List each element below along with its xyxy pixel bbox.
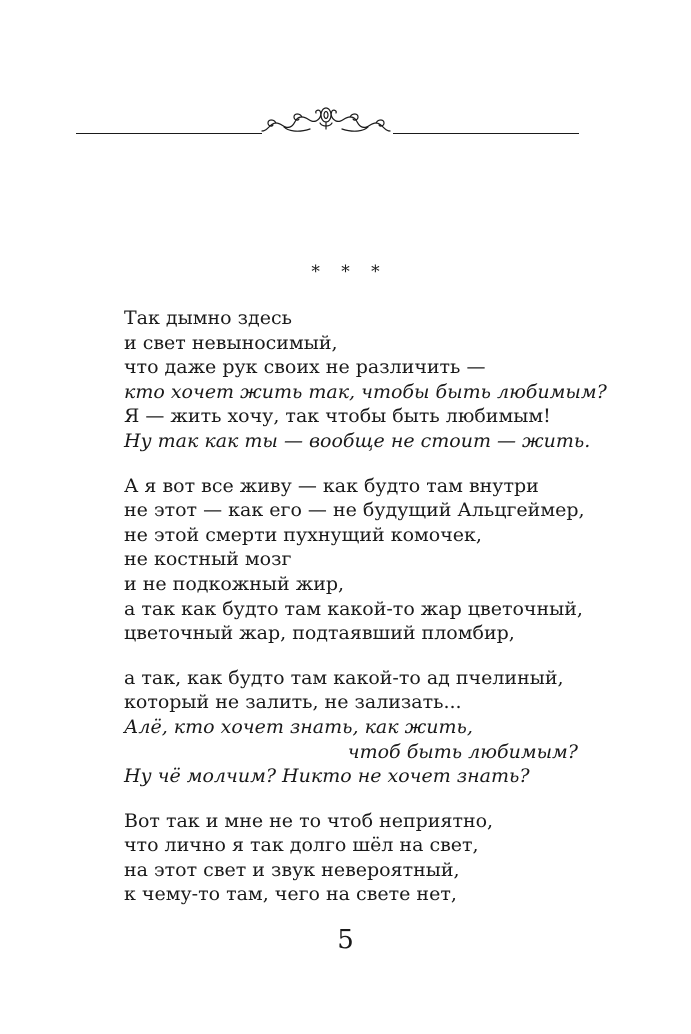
poem-line: а так как будто там какой-то жар цветочный, <box>124 597 583 620</box>
poem-line: Так дымно здесь <box>124 307 292 329</box>
poem-line: не костный мозг <box>124 548 292 571</box>
stanza <box>124 809 594 907</box>
poem-line: чтоб быть любимым? <box>347 740 578 763</box>
poem-line: кто хочет жить так, чтобы быть любимым? <box>124 380 607 403</box>
poem-line: Ну так как ты — вообще не стоит — жить. <box>124 429 591 452</box>
header-rule-left <box>76 133 262 134</box>
poem-line: к чему-то там, чего на свете нет, <box>124 883 457 906</box>
poem-line: что лично я так долго шёл на свет, <box>124 834 479 857</box>
stanza <box>124 474 594 646</box>
poem-line: Ну чё молчим? Никто не хочет знать? <box>124 765 530 788</box>
poem-line: А я вот все живу — как будто там внутри <box>124 474 539 497</box>
poem-line: и свет невыносимый, <box>124 331 338 354</box>
poem-line: цветочный жар, подтаявший пломбир, <box>124 622 515 645</box>
ornament-flourish-icon <box>258 101 394 135</box>
poem-line: не этой смерти пухнущий комочек, <box>124 523 482 546</box>
poem-line: и не подкожный жир, <box>124 572 345 595</box>
poem-line: а так, как будто там какой-то ад пчелиный, <box>124 666 564 689</box>
poem-line: на этот свет и звук невероятный, <box>124 858 460 881</box>
poem-line: Вот так и мне не то чтоб неприятно, <box>124 809 494 832</box>
stanza <box>124 306 607 454</box>
page-number: 5 <box>337 925 354 955</box>
poem-line: не этот — как его — не будущий Альцгеймер, <box>124 499 585 522</box>
poem-line: что даже рук своих не различить — <box>124 356 486 379</box>
header-rule-right <box>393 133 579 134</box>
poem-line: Алё, кто хочет знать, как жить, <box>124 715 473 738</box>
poem-line: Я — жить хочу, так чтобы быть любимым! <box>124 405 551 428</box>
poem-line: который не залить, не зализать... <box>124 691 462 714</box>
poem-body <box>124 306 607 927</box>
stanza <box>124 666 594 789</box>
section-asterisks: * * * <box>311 262 388 282</box>
